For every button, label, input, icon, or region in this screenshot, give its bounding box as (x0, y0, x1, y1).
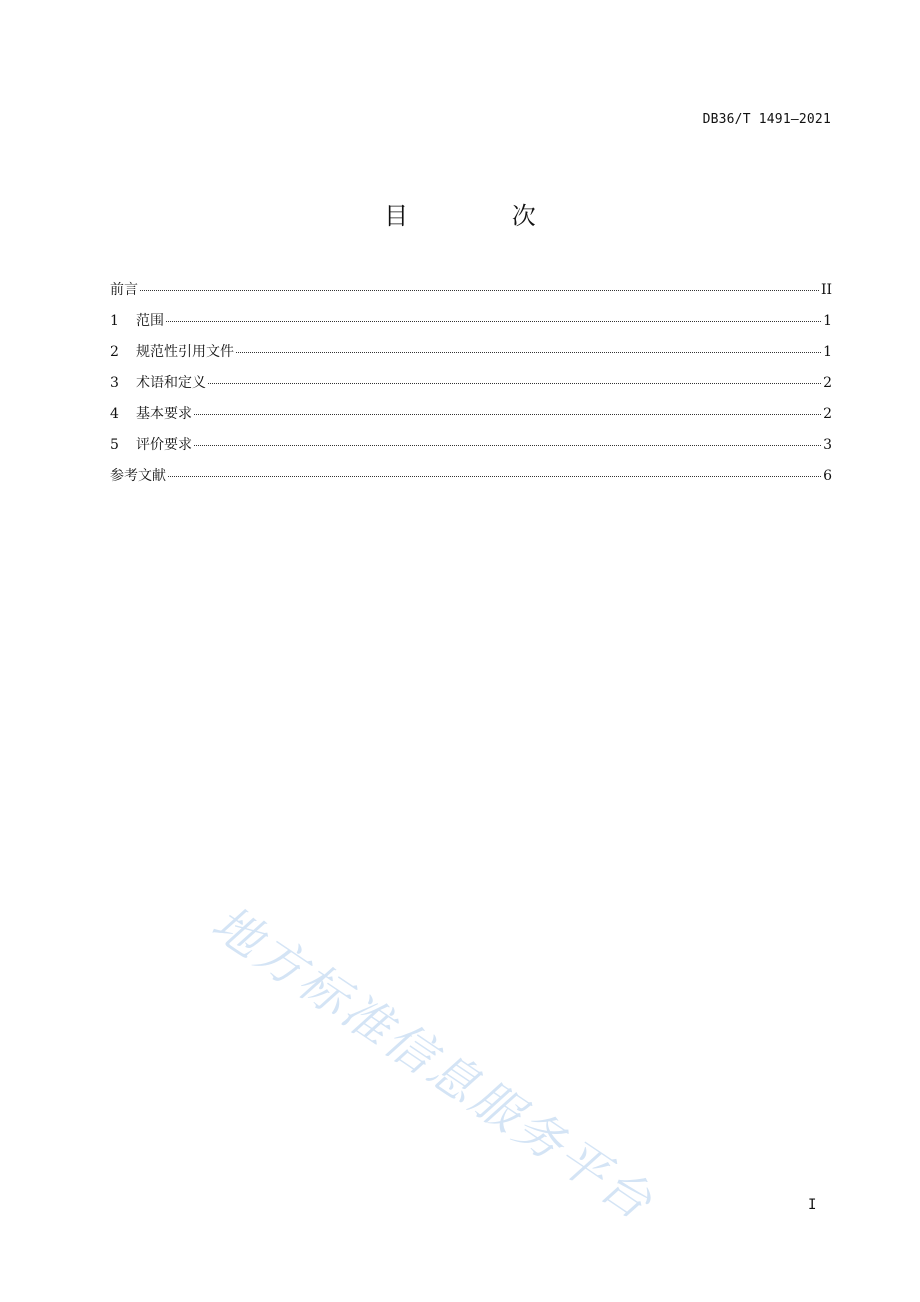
toc-entry-terms-definitions[interactable] (110, 372, 832, 403)
toc-entry-label: 基本要求 (136, 406, 192, 422)
toc-entry-label: 前言 (110, 282, 138, 298)
toc-leader-dots (166, 321, 821, 322)
toc-leader-dots (194, 414, 821, 415)
toc-leader-dots (168, 476, 821, 477)
toc-entry-page: 1 (823, 313, 832, 329)
toc-entry-number: 1 (110, 313, 119, 329)
toc-entry-page: II (820, 282, 832, 298)
toc-leader-dots (236, 352, 821, 353)
toc-entry-page: 3 (823, 437, 832, 453)
toc-entry-scope[interactable] (110, 310, 832, 341)
watermark: 地方标准信息服务平台 (201, 895, 665, 1233)
toc-entry-evaluation-requirements[interactable] (110, 434, 832, 465)
toc-entry-page: 2 (823, 375, 832, 391)
toc-leader-dots (140, 290, 819, 291)
toc-entry-page: 6 (823, 468, 832, 484)
toc-entry-normative-references[interactable] (110, 341, 832, 372)
toc-entry-number: 2 (110, 344, 119, 360)
toc-entry-foreword[interactable] (110, 279, 832, 310)
toc-entry-page: 2 (823, 406, 832, 422)
page-number: I (808, 1197, 817, 1213)
table-of-contents (110, 279, 832, 496)
toc-entry-label: 范围 (136, 313, 164, 329)
page-title: 目 次 (384, 202, 584, 230)
toc-entry-number: 5 (110, 437, 119, 453)
toc-entry-label: 参考文献 (110, 468, 166, 484)
toc-entry-number: 4 (110, 406, 119, 422)
toc-entry-basic-requirements[interactable] (110, 403, 832, 434)
toc-entry-page: 1 (823, 344, 832, 360)
toc-entry-label: 规范性引用文件 (136, 344, 234, 360)
document-code: DB36/T 1491—2021 (702, 112, 831, 127)
toc-leader-dots (194, 445, 821, 446)
toc-leader-dots (208, 383, 821, 384)
toc-entry-bibliography[interactable] (110, 465, 832, 496)
toc-entry-label: 术语和定义 (136, 375, 206, 391)
toc-entry-number: 3 (110, 375, 119, 391)
toc-entry-label: 评价要求 (136, 437, 192, 453)
